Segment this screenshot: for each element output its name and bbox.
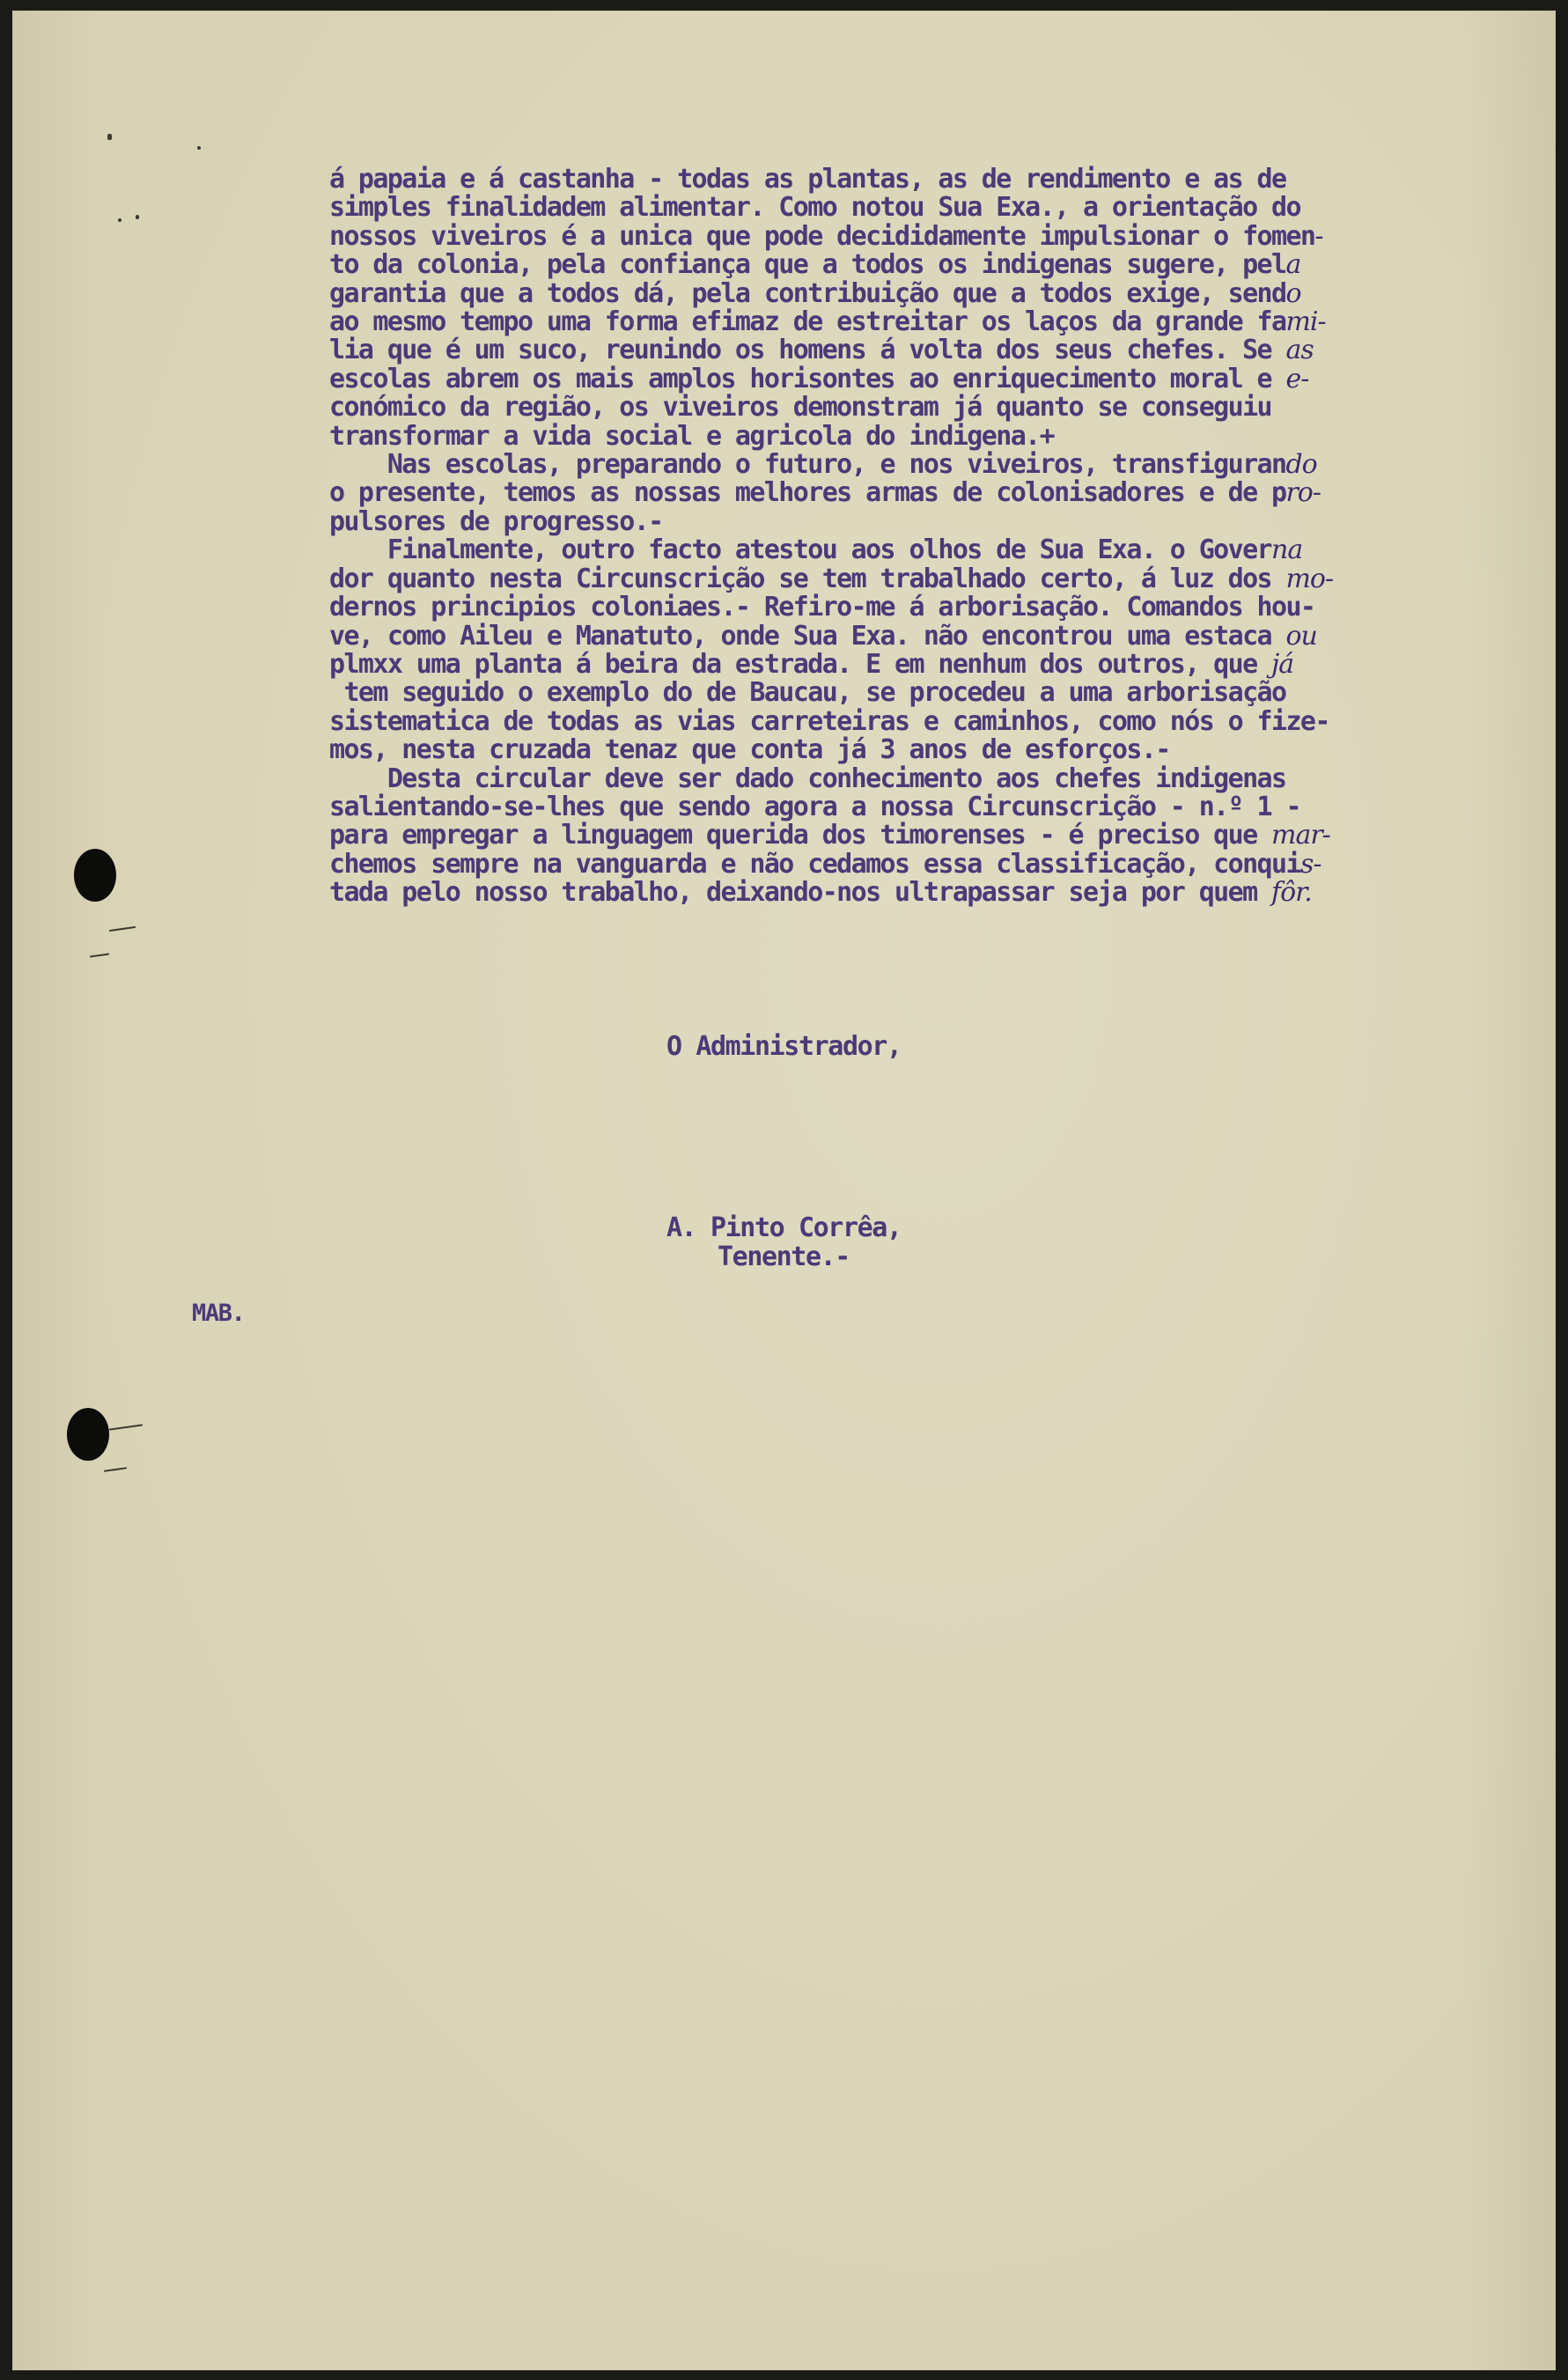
handwritten-correction: s- <box>1299 848 1321 880</box>
text-line <box>329 251 1544 279</box>
typed-text: transformar a vida social e agricola do indigena.+ <box>329 420 1055 452</box>
text-line <box>329 365 1544 394</box>
punch-hole-top <box>74 849 116 902</box>
typed-text: ve, como Aileu e Manatuto, onde Sua Exa. não encontrou uma estaca <box>329 620 1286 652</box>
typed-text: tem seguido o exemplo do de Baucau, se procedeu a uma arborisação <box>329 677 1286 709</box>
initials: MAB. <box>192 1300 245 1327</box>
handwritten-correction: na <box>1271 534 1303 566</box>
text-line <box>329 166 1544 194</box>
margin-mark <box>109 1424 143 1430</box>
typed-text: ao mesmo tempo uma forma efimaz de estreitar os laços da grande fa <box>329 306 1286 338</box>
typed-text: o presente, temos as nossas melhores armas de colonisadores e de p <box>329 477 1286 509</box>
text-line <box>329 336 1544 365</box>
circular-body-text <box>329 166 1544 908</box>
typed-text: mos, nesta cruzada tenaz que conta já 3 anos de esforços.- <box>329 734 1170 766</box>
margin-dot <box>197 146 201 150</box>
margin-mark <box>90 953 109 957</box>
typed-text: escolas abrem os mais amplos horisontes ao enriquecimento moral e <box>329 363 1286 394</box>
text-line <box>329 565 1544 593</box>
text-line <box>329 822 1544 850</box>
typed-text: á papaia e á castanha - todas as plantas, as de rendimento e as de <box>329 164 1286 195</box>
typed-text: conómico da região, os viveiros demonstram já quanto se conseguiu <box>329 392 1271 424</box>
text-line <box>329 765 1544 793</box>
handwritten-correction: o <box>1285 277 1301 309</box>
typed-text: plmxx uma planta á beira da estrada. E em nenhum dos outros, que <box>329 648 1271 680</box>
typed-text: sistematica de todas as vias carreteiras e caminhos, como nós o fize- <box>329 705 1329 737</box>
text-line <box>329 394 1544 422</box>
typed-text: nossos viveiros é a unica que pode decididamente impulsionar o fomen <box>329 220 1315 252</box>
handwritten-correction: a <box>1285 249 1301 281</box>
text-line <box>329 505 1544 537</box>
handwritten-correction: já <box>1271 648 1294 680</box>
margin-dot <box>107 134 112 140</box>
handwritten-correction: mi- <box>1285 306 1326 338</box>
typed-text: pulsores de progresso.- <box>329 505 663 537</box>
typed-text: Nas escolas, preparando o futuro, e nos viveiros, transfiguran <box>329 449 1286 481</box>
text-line <box>329 620 1544 652</box>
text-line <box>329 479 1544 507</box>
text-line <box>329 420 1544 452</box>
typed-text: dor quanto nesta Circunscrição se tem trabalhado certo, á luz dos <box>329 563 1286 594</box>
handwritten-correction: fôr. <box>1271 877 1312 909</box>
text-line <box>329 793 1544 822</box>
text-line <box>329 194 1544 222</box>
text-line <box>329 308 1544 336</box>
signature-name: A. Pinto Corrêa, <box>666 1212 902 1243</box>
handwritten-correction: ro- <box>1285 477 1321 509</box>
typed-text: garantia que a todos dá, pela contribuição que a todos exige, send <box>329 277 1286 309</box>
typed-text: salientando-se-lhes que sendo agora a nossa Circunscrição - n.º 1 - <box>329 791 1300 822</box>
typed-text: lia que é um suco, reunindo os homens á volta dos seus chefes. Se <box>329 335 1286 366</box>
text-line <box>329 593 1544 622</box>
typed-text: chemos sempre na vanguarda e não cedamos essa classificação, conqui <box>329 848 1300 880</box>
text-line <box>329 536 1544 564</box>
typed-text: dernos principios coloniaes.- Refiro-me á arborisação. Comandos hou- <box>329 592 1315 623</box>
text-line <box>329 220 1544 252</box>
text-line <box>329 705 1544 737</box>
typed-text: para empregar a linguagem querida dos timorenses - é preciso que <box>329 820 1271 851</box>
text-line <box>329 648 1544 680</box>
margin-mark <box>104 1467 127 1472</box>
typed-text: Desta circular deve ser dado conhecimento aos chefes indigenas <box>329 763 1286 794</box>
typed-text: tada pelo nosso trabalho, deixando-nos ultrapassar seja por quem <box>329 877 1271 909</box>
handwritten-correction: mar- <box>1271 820 1330 851</box>
punch-hole-bottom <box>67 1408 109 1461</box>
handwritten-correction: e- <box>1285 363 1309 394</box>
margin-dot <box>118 218 121 222</box>
handwritten-correction: ou <box>1285 620 1317 652</box>
typed-text: simples finalidadem alimentar. Como notou Sua Exa., a orientação do <box>329 192 1300 224</box>
handwritten-correction: - <box>1314 220 1323 252</box>
typed-text: to da colonia, pela confiança que a todos os indigenas sugere, pel <box>329 249 1286 281</box>
margin-mark <box>109 926 136 932</box>
handwritten-correction: mo- <box>1285 563 1334 594</box>
text-line <box>329 679 1544 707</box>
text-line <box>329 451 1544 479</box>
handwritten-correction: do <box>1285 449 1317 481</box>
signature-rank: Tenente.- <box>718 1242 850 1272</box>
text-line <box>329 277 1544 309</box>
text-line <box>329 848 1544 880</box>
text-line <box>329 736 1544 764</box>
closing-title: O Administrador, <box>666 1031 902 1062</box>
handwritten-correction: as <box>1285 335 1314 366</box>
text-line <box>329 879 1544 907</box>
typed-text: Finalmente, outro facto atestou aos olhos de Sua Exa. o Gover <box>329 534 1271 566</box>
margin-dot <box>136 215 139 219</box>
